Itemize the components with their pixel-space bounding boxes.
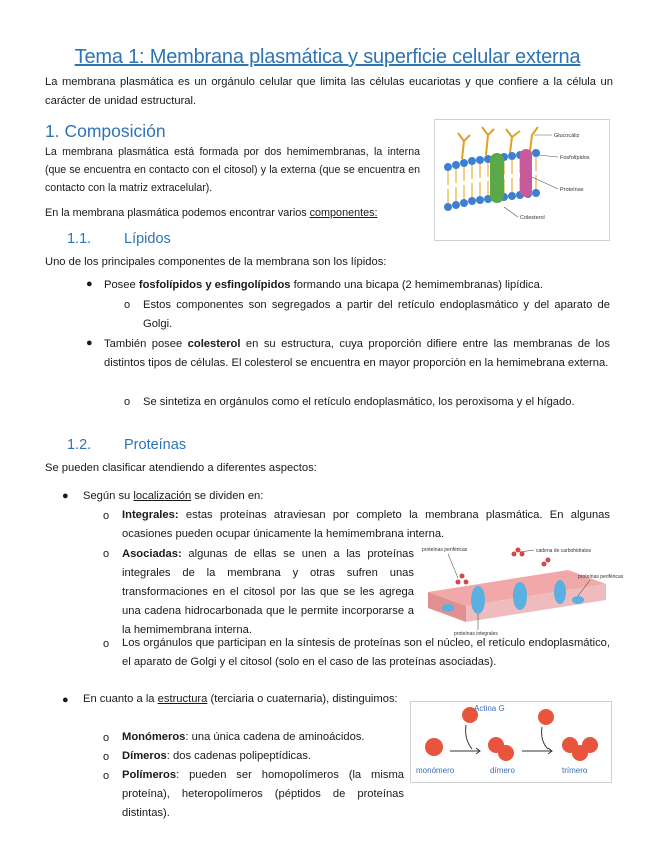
monomeros-item <box>122 728 412 747</box>
lipidos-title: Lípidos <box>124 231 171 247</box>
mono-bold: Monómeros <box>122 731 186 743</box>
loc-pre: Según su <box>83 490 134 502</box>
lipidos-sub-bullet-2: Se sintetiza en orgánulos como el retículo endoplasmático, los peroxisoma y el hígado. <box>143 396 575 408</box>
integral-protein-shape-2 <box>513 582 527 610</box>
proteinas-bullet-estructura <box>83 690 403 709</box>
lipidos-b2-pre: También posee <box>104 338 188 350</box>
intro-paragraph: La membrana plasmática es un orgánulo celular que limita las células eucariotas y que confiere a la célula un carácter de unidad estructural. <box>45 76 613 107</box>
section-heading-composicion: 1. Composición <box>45 121 166 141</box>
peripheral-protein-shape-2 <box>572 596 584 604</box>
integrales-item <box>122 506 610 544</box>
lipidos-sub-bullet-1: Estos componentes son segregados a partir del retículo endoplasmático y del aparato de Golgi. <box>143 299 610 330</box>
sub-bullet-circle: o <box>124 299 131 311</box>
lipidos-bullet-2 <box>104 335 610 373</box>
poli-bold: Polímeros <box>122 769 177 781</box>
loc-post: se dividen en: <box>191 490 264 502</box>
peripheral-protein-shape <box>442 604 454 612</box>
figure2-label-carbohidratos: cadena de carbohidratos <box>536 548 592 554</box>
proteinas-bullet-localizacion <box>83 487 583 506</box>
figure1-label-colesterol: Colesterol <box>520 215 545 221</box>
page-title: Tema 1: Membrana plasmática y superficie celular externa <box>74 46 581 68</box>
lipidos-b2-bold: colesterol <box>187 338 241 350</box>
integral-protein-shape-3 <box>554 580 566 604</box>
lipidos-number: 1.1. <box>67 231 92 247</box>
subsection-heading-lipidos <box>67 231 171 247</box>
integral-protein-shape <box>471 586 485 614</box>
membrane-proteins-figure <box>418 542 624 638</box>
bullet-dot: ● <box>86 278 93 290</box>
componentes-link: componentes: <box>309 207 378 219</box>
figure1-label-fosfolipidos: Fosfolípidos <box>560 155 590 161</box>
sub-bullet-circle: o <box>103 510 110 522</box>
sub-bullet-circle: o <box>103 638 110 650</box>
asociadas-text: algunas de ellas se unen a las proteínas integrales de la membrana y otras sufren unas transformaciones en el citosol por las que se les agrega una cadena hidrocarbonada que le permite incorporarse a la hemimembrana interna. <box>122 548 414 636</box>
di-text: : dos cadenas polipeptídicas. <box>166 750 312 762</box>
proteinas-number: 1.2. <box>67 437 92 453</box>
figure3-label-monomero: monómero <box>416 766 455 775</box>
membrane-structure-figure <box>434 119 610 241</box>
organulos-item: Los orgánulos que participan en la síntesis de proteínas son el núcleo, el retículo endoplasmático, el aparato de Golgi y el citosol (solo en el caso de las proteínas asociadas). <box>122 637 610 668</box>
est-link: estructura <box>157 693 208 705</box>
composicion-paragraph: La membrana plasmática está formada por dos hemimembranas, la interna (que se encuentra en contacto con el citosol) y la externa (que se encuentra en contacto con la matriz extracelular). <box>45 146 420 194</box>
figure2-label-perifericas-2: proteínas periféricas <box>578 574 624 580</box>
di-bold: Dímeros <box>122 750 167 762</box>
poli-text: : pueden ser homopolímeros (la misma proteína), heteropolímeros (péptidos de proteínas distintas). <box>122 769 404 819</box>
est-pre: En cuanto a la <box>83 693 158 705</box>
est-post: (terciaria o cuaternaria), distinguimos: <box>207 693 398 705</box>
bullet-dot: ● <box>86 337 93 349</box>
sub-bullet-circle: o <box>103 751 110 763</box>
integrales-text: estas proteínas atraviesan por completo la membrana plasmática. En algunas ocasiones pueden ocupar únicamente la hemimembrana interna. <box>122 509 610 540</box>
sub-bullet-circle: o <box>103 732 110 744</box>
protein-shape-2 <box>520 149 532 197</box>
componentes-text: En la membrana plasmática podemos encontrar varios <box>45 207 310 219</box>
lipidos-b1-pre: Posee <box>104 279 139 291</box>
sub-bullet-circle: o <box>103 770 110 782</box>
lipidos-intro: Uno de los principales componentes de la membrana son los lípidos: <box>45 256 387 268</box>
bullet-dot: ● <box>62 490 69 502</box>
asociadas-bold: Asociadas: <box>122 548 182 560</box>
protein-shape <box>490 153 504 203</box>
dimeros-item <box>122 747 412 766</box>
proteinas-title: Proteínas <box>124 437 187 453</box>
figure3-label-actina: Actina G <box>474 704 505 713</box>
actina-g-figure <box>410 701 612 783</box>
figure2-label-perifericas-1: proteínas periféricas <box>422 547 468 553</box>
asociadas-item <box>122 545 414 640</box>
figure3-label-dimero: dímero <box>490 766 515 775</box>
sub-bullet-circle: o <box>124 396 131 408</box>
lipidos-b1-post: formando una bicapa (2 hemimembranas) lipídica. <box>290 279 543 291</box>
loc-link: localización <box>133 490 192 502</box>
componentes-paragraph <box>45 204 420 223</box>
lipidos-b2-post: en su estructura, cuya proporción difiere entre las membranas de los distintos tipos de células. El colesterol se encuentra en mayor proporción en la hemimebrana externa. <box>104 338 610 369</box>
proteinas-intro: Se pueden clasificar atendiendo a diferentes aspectos: <box>45 462 317 474</box>
sub-bullet-circle: o <box>103 548 110 560</box>
figure1-label-proteinas: Proteínas <box>560 187 584 193</box>
figure2-label-integrales: proteínas integrales <box>454 631 498 637</box>
lipidos-bullet-1 <box>104 276 610 295</box>
polimeros-item <box>122 766 404 823</box>
mono-text: : una única cadena de aminoácidos. <box>185 731 365 743</box>
figure1-label-glucocaliz: Glucocáliz <box>554 133 580 139</box>
figure3-label-trimero: trímero <box>562 766 588 775</box>
bullet-dot: ● <box>62 694 69 706</box>
integrales-bold: Integrales: <box>122 509 179 521</box>
subsection-heading-proteinas <box>67 437 186 453</box>
lipidos-b1-bold: fosfolípidos y esfingolípidos <box>138 279 291 291</box>
